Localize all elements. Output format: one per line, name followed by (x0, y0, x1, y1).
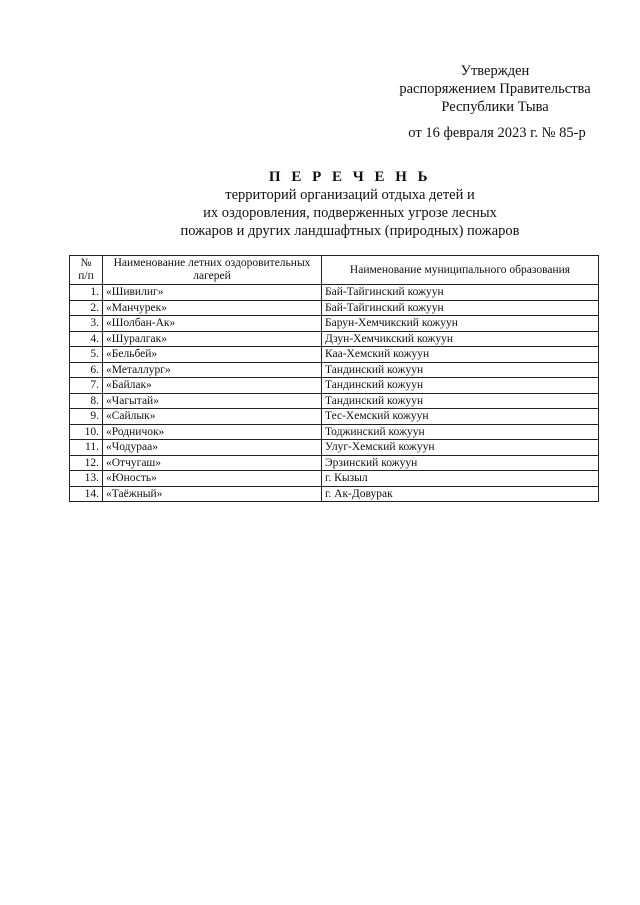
header-number-abbr: п/п (78, 270, 94, 282)
document-title: П Е Р Е Ч Е Н Ь (268, 169, 432, 185)
municipality-name: Улуг-Хемский кожуун (322, 440, 599, 456)
table-row (70, 347, 599, 363)
camps-table (69, 255, 599, 502)
row-number: 3. (70, 316, 103, 332)
camp-name: «Шивилиг» (103, 285, 322, 301)
row-number: 1. (70, 285, 103, 301)
municipality-name: Тес-Хемский кожуун (322, 409, 599, 425)
table-row (70, 393, 599, 409)
row-number: 5. (70, 347, 103, 363)
camp-name: «Байлак» (103, 378, 322, 394)
approval-line-approved: Утвержден (460, 63, 530, 79)
municipality-name: Бай-Тайгинский кожуун (322, 300, 599, 316)
row-number: 12. (70, 455, 103, 471)
header-number-sign: № (80, 257, 92, 269)
table-row (70, 285, 599, 301)
row-number: 4. (70, 331, 103, 347)
table-header-row (70, 256, 599, 285)
table-row (70, 455, 599, 471)
subtitle-line: территорий организаций отдыха детей и (225, 187, 475, 203)
approval-date: от 16 февраля 2023 г. № 85-р (408, 125, 586, 141)
subtitle-line: пожаров и других ландшафтных (природных) пожаров (180, 223, 520, 239)
camp-name: «Шолбан-Ак» (103, 316, 322, 332)
municipality-name: Каа-Хемский кожуун (322, 347, 599, 363)
municipality-name: Бай-Тайгинский кожуун (322, 285, 599, 301)
table-row (70, 362, 599, 378)
camp-name: «Шуралгак» (103, 331, 322, 347)
table-body (70, 285, 599, 502)
row-number: 14. (70, 486, 103, 502)
row-number: 2. (70, 300, 103, 316)
table-row (70, 316, 599, 332)
row-number: 10. (70, 424, 103, 440)
row-number: 8. (70, 393, 103, 409)
camp-name: «Родничок» (103, 424, 322, 440)
table-row (70, 409, 599, 425)
table-row (70, 331, 599, 347)
municipality-name: Эрзинский кожуун (322, 455, 599, 471)
municipality-name: Тандинский кожуун (322, 378, 599, 394)
header-municipality: Наименование муниципального образования (322, 256, 599, 285)
row-number: 11. (70, 440, 103, 456)
camp-name: «Таёжный» (103, 486, 322, 502)
camp-name: «Чодураа» (103, 440, 322, 456)
municipality-name: Тоджинский кожуун (322, 424, 599, 440)
row-number: 6. (70, 362, 103, 378)
municipality-name: Тандинский кожуун (322, 362, 599, 378)
camp-name: «Чагытай» (103, 393, 322, 409)
approval-block (380, 62, 610, 116)
camp-name: «Сайлык» (103, 409, 322, 425)
row-number: 13. (70, 471, 103, 487)
subtitle-line: их оздоровления, подверженных угрозе лесных (203, 205, 497, 221)
camp-name: «Бельбей» (103, 347, 322, 363)
table-row (70, 471, 599, 487)
municipality-name: Тандинский кожуун (322, 393, 599, 409)
camp-name: «Юность» (103, 471, 322, 487)
table-row (70, 378, 599, 394)
camp-name: «Металлург» (103, 362, 322, 378)
municipality-name: г. Кызыл (322, 471, 599, 487)
table-row (70, 440, 599, 456)
document-subtitle (130, 186, 570, 240)
row-number: 7. (70, 378, 103, 394)
municipality-name: Дзун-Хемчикский кожуун (322, 331, 599, 347)
approval-line-republic: Республики Тыва (441, 99, 549, 115)
municipality-name: г. Ак-Довурак (322, 486, 599, 502)
table-row (70, 486, 599, 502)
camp-name: «Манчурек» (103, 300, 322, 316)
row-number: 9. (70, 409, 103, 425)
approval-line-order: распоряжением Правительства (399, 81, 591, 97)
municipality-name: Барун-Хемчикский кожуун (322, 316, 599, 332)
table-row (70, 300, 599, 316)
table-row (70, 424, 599, 440)
camp-name: «Отчугаш» (103, 455, 322, 471)
header-camp-name: Наименование летних оздоровительных лагерей (103, 256, 322, 285)
header-number (70, 256, 103, 285)
